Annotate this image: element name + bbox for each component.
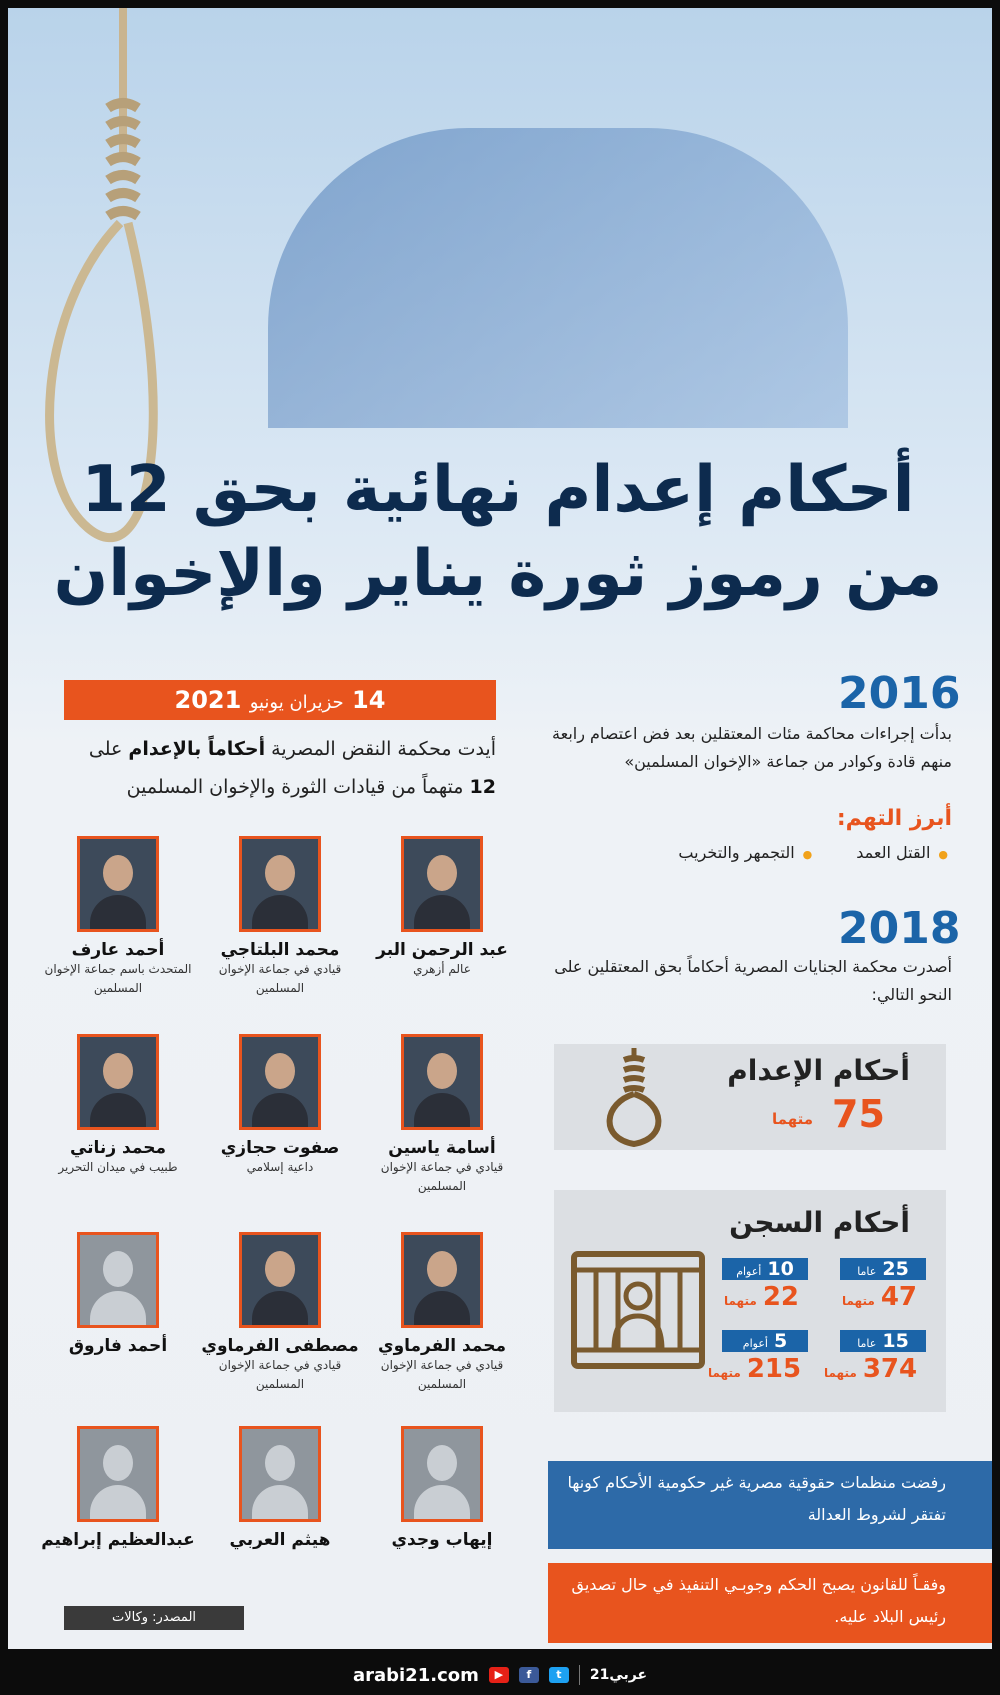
noose-icon (594, 1048, 674, 1148)
ruling-text (64, 730, 496, 806)
person-role: قيادي في جماعة الإخوان المسلمين (218, 1358, 342, 1391)
person-role: عالم أزهري (413, 962, 471, 976)
youtube-icon[interactable]: ▶ (489, 1667, 509, 1683)
person-photo-placeholder (401, 1426, 483, 1522)
infographic (8, 8, 992, 1649)
year-2016: 2016 (838, 668, 961, 719)
person-card (200, 836, 360, 998)
person-photo (401, 1232, 483, 1328)
ruling-bold: أحكاماً بالإعدام (128, 738, 266, 760)
person-photo-placeholder (239, 1426, 321, 1522)
source-label: المصدر: وكالات (64, 1606, 244, 1630)
death-count: 75 (832, 1092, 885, 1136)
term-value: 5 (773, 1330, 788, 1352)
count-value: 47 (880, 1282, 917, 1312)
person-photo (239, 836, 321, 932)
person-photo (77, 836, 159, 932)
person-name: محمد زناتي (69, 1138, 167, 1158)
count-value: 374 (862, 1354, 918, 1384)
ruling-part: على (88, 738, 123, 760)
person-card (200, 1232, 360, 1394)
jail-icon (570, 1250, 706, 1370)
person-role: قيادي في جماعة الإخوان المسلمين (380, 1160, 504, 1193)
ruling-part: متهماً من قيادات الثورة والإخوان المسلمين (126, 776, 464, 798)
person-name: صفوت حجازي (220, 1138, 340, 1158)
person-name: أحمد فاروق (68, 1336, 168, 1356)
date-month: حزيران يونيو (249, 692, 344, 713)
person-card (200, 1034, 360, 1177)
term-unit: أعوام (742, 1337, 768, 1350)
prison-count (708, 1354, 801, 1384)
person-name: هيثم العربي (229, 1530, 331, 1550)
hero-photo (268, 128, 848, 428)
person-name: إيهاب وجدي (391, 1530, 493, 1550)
term-unit: عاما (857, 1265, 877, 1278)
person-role: طبيب في ميدان التحرير (58, 1160, 178, 1174)
charge-item: ● التجمهر والتخريب (678, 843, 812, 862)
hero-section (8, 8, 992, 668)
date-day: 14 (352, 686, 386, 714)
prison-sentences-box (554, 1190, 946, 1412)
person-card (362, 1232, 522, 1394)
person-name: عبد الرحمن البر (376, 940, 508, 960)
charge-item: ● القتل العمد (856, 843, 948, 862)
term-tag (840, 1258, 926, 1280)
term-value: 15 (882, 1330, 909, 1352)
person-card (362, 1426, 522, 1550)
charges-heading: أبرز التهم: (836, 806, 952, 831)
person-name: محمد البلتاجي (220, 940, 340, 960)
title-line-2: من رموز ثورة يناير والإخوان (53, 537, 943, 611)
count-unit: متهما (824, 1366, 857, 1380)
prison-box-title: أحكام السجن (729, 1206, 910, 1239)
term-unit: عاما (857, 1337, 877, 1350)
term-unit: أعوام (736, 1265, 762, 1278)
person-photo (239, 1232, 321, 1328)
divider (579, 1665, 580, 1685)
title-line-1: أحكام إعدام نهائية بحق 12 (81, 453, 915, 527)
person-photo-placeholder (77, 1232, 159, 1328)
count-value: 22 (762, 1282, 799, 1312)
person-photo (401, 1034, 483, 1130)
charges-list (648, 843, 948, 862)
person-card (200, 1426, 360, 1550)
prison-count (842, 1282, 917, 1312)
person-card (362, 836, 522, 979)
count-unit: متهما (708, 1366, 741, 1380)
count-unit: متهما (724, 1294, 757, 1308)
law-note: وفقـاً للقانون يصبح الحكم وجوبـي التنفيذ في حال تصديق رئيس البلاد عليه. (548, 1563, 992, 1643)
count-unit: متهما (842, 1294, 875, 1308)
prison-count (724, 1282, 799, 1312)
term-value: 10 (767, 1258, 794, 1280)
brand-logo: عربي21 (589, 1667, 648, 1683)
person-role: قيادي في جماعة الإخوان المسلمين (380, 1358, 504, 1391)
person-photo (401, 836, 483, 932)
person-name: مصطفى الفرماوي (201, 1336, 359, 1356)
person-name: أسامة ياسين (388, 1138, 496, 1158)
person-name: محمد الفرماوي (378, 1336, 506, 1356)
person-role: المتحدث باسم جماعة الإخوان المسلمين (44, 962, 192, 995)
text-2016: بدأت إجراءات محاكمة مئات المعتقلين بعد فض اعتصام رابعة منهم قادة وكوادر من جماعة «الإخوان المسلمين» (552, 724, 952, 771)
term-tag (840, 1330, 926, 1352)
person-role: داعية إسلامي (246, 1160, 314, 1174)
term-tag (722, 1330, 808, 1352)
person-photo (77, 1034, 159, 1130)
person-name: عبدالعظيم إبراهيم (41, 1530, 195, 1550)
death-box-title: أحكام الإعدام (727, 1054, 910, 1087)
death-count-unit: متهما (772, 1110, 814, 1128)
date-bar (64, 680, 496, 720)
rights-note: رفضت منظمات حقوقية مصرية غير حكومية الأحكام كونها تفتقر لشروط العدالة (548, 1461, 992, 1549)
person-card (38, 1426, 198, 1550)
ruling-part: أيدت محكمة النقض المصرية (271, 738, 496, 760)
footer (0, 1655, 1000, 1695)
person-card (38, 1232, 198, 1356)
site-url[interactable]: arabi21.com (352, 1664, 479, 1686)
person-card (362, 1034, 522, 1196)
ruling-count: 12 (469, 776, 496, 798)
text-2018: أصدرت محكمة الجنايات المصرية أحكاماً بحق المعتقلين على النحو التالي: (554, 957, 952, 1004)
person-card (38, 1034, 198, 1177)
main-title (48, 448, 948, 616)
date-year: 2021 (174, 686, 242, 714)
twitter-icon[interactable]: t (549, 1667, 569, 1683)
term-value: 25 (882, 1258, 909, 1280)
person-photo-placeholder (77, 1426, 159, 1522)
person-name: أحمد عارف (71, 940, 165, 960)
count-value: 215 (746, 1354, 802, 1384)
person-role: قيادي في جماعة الإخوان المسلمين (218, 962, 342, 995)
prison-count (824, 1354, 917, 1384)
term-tag (722, 1258, 808, 1280)
person-photo (239, 1034, 321, 1130)
facebook-icon[interactable]: f (519, 1667, 539, 1683)
person-card (38, 836, 198, 998)
year-2018: 2018 (838, 903, 961, 954)
death-sentences-box (554, 1044, 946, 1150)
